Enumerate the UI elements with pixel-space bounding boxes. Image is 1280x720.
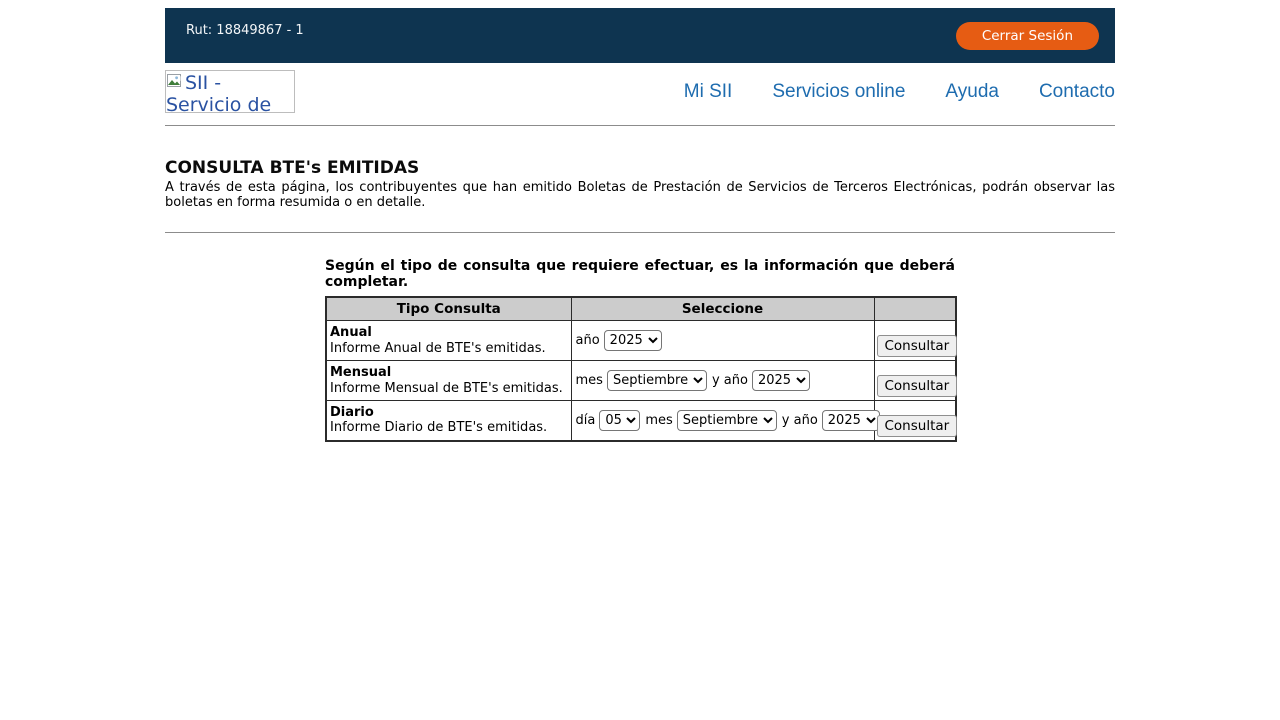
content-divider (165, 232, 1115, 233)
day-select[interactable] (599, 410, 640, 431)
main-nav (684, 81, 1115, 103)
consulta-table-body (326, 321, 956, 441)
consulta-table-head (326, 297, 956, 321)
consultar-button[interactable]: Consultar (877, 415, 958, 437)
page-container (165, 0, 1115, 442)
row-type-label: Anual (330, 325, 372, 340)
row-detail-label: Informe Diario de BTE's emitidas. (330, 420, 548, 436)
header-tipo-consulta: Tipo Consulta (326, 297, 571, 321)
session-bar (165, 8, 1115, 63)
row-controls (571, 401, 874, 441)
consultar-button[interactable]: Consultar (877, 375, 958, 397)
month-label: mes (645, 412, 673, 428)
header-divider (165, 125, 1115, 126)
site-header (165, 63, 1115, 125)
consulta-table (325, 296, 957, 442)
year-label: y año (781, 412, 818, 428)
row-controls (571, 321, 874, 361)
table-row (326, 321, 956, 361)
header-row (326, 297, 956, 321)
year-label: y año (711, 373, 748, 388)
row-type-label: Mensual (330, 365, 392, 380)
broken-image-icon (167, 72, 183, 94)
year-select[interactable] (604, 330, 662, 351)
year-label: año (575, 333, 600, 348)
nav-mi-sii[interactable]: Mi SII (683, 80, 733, 102)
rut-label: Rut: 18849867 - 1 (186, 23, 304, 38)
nav-servicios-online[interactable]: Servicios online (772, 80, 906, 102)
row-detail-label: Informe Mensual de BTE's emitidas. (330, 380, 563, 396)
day-label: día (575, 412, 596, 428)
instruction-text: Según el tipo de consulta que requiere efectuar, es la información que deberá completar. (325, 258, 955, 290)
logout-button[interactable]: Cerrar Sesión (956, 22, 1099, 50)
month-label: mes (575, 373, 603, 388)
header-empty (874, 297, 956, 321)
row-detail-label: Informe Anual de BTE's emitidas. (330, 340, 546, 356)
nav-ayuda[interactable]: Ayuda (945, 80, 999, 102)
page-title: CONSULTA BTE's EMITIDAS (165, 158, 420, 178)
year-select[interactable] (752, 370, 810, 391)
header-seleccione: Seleccione (571, 297, 874, 321)
nav-contacto[interactable]: Contacto (1038, 80, 1115, 102)
consulta-block (325, 259, 955, 442)
row-type-label: Diario (330, 404, 374, 420)
table-row (326, 401, 956, 441)
month-select[interactable] (607, 370, 707, 391)
year-select[interactable] (822, 410, 880, 431)
logo-alt-text: SII - Servicio de (166, 72, 272, 113)
table-row (326, 361, 956, 401)
row-controls (571, 361, 874, 401)
consultar-button[interactable]: Consultar (877, 335, 958, 357)
page-description: A través de esta página, los contribuyentes que han emitido Boletas de Prestación de Servicios de Terceros Electrónicas, podrán observar las boletas en forma resumida o en detalle. (165, 180, 1115, 210)
month-select[interactable] (677, 410, 777, 431)
sii-logo-link[interactable] (165, 70, 295, 113)
